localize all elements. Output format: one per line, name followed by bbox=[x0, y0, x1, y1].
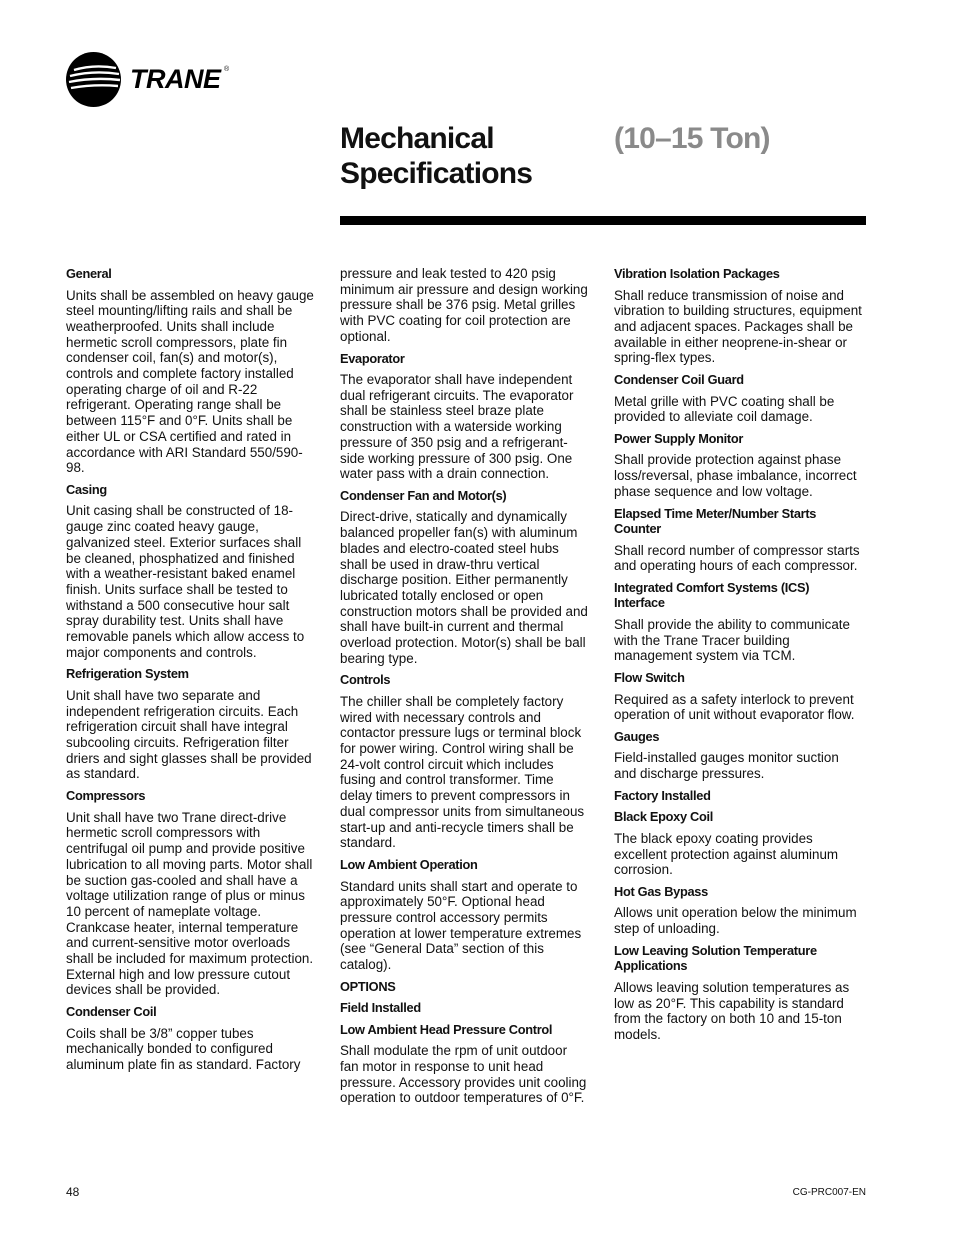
section-heading: Elapsed Time Meter/Number Starts Counter bbox=[614, 505, 817, 537]
section-body: Shall modulate the rpm of unit outdoor fan motor in response to unit head pressure. Accessory provides unit cooling operation to outdoor temperatures of 0°F. bbox=[340, 1043, 587, 1106]
column-2 bbox=[340, 266, 588, 1112]
section-body: Coils shall be 3/8” copper tubes mechanically bonded to configured aluminum plate fin as standard. Factory bbox=[66, 1025, 301, 1073]
section-body: The black epoxy coating provides excellent protection against aluminum corrosion. bbox=[614, 830, 839, 878]
section-body: Allows unit operation below the minimum step of unloading. bbox=[614, 905, 857, 937]
section-body: Unit shall have two separate and independent refrigeration circuits. Each refrigeration circuit shall have integral subcooling circuits. Refrigeration filter driers and sight glasses shall be provided as standard. bbox=[66, 687, 312, 782]
section-heading: Factory Installed bbox=[614, 787, 711, 803]
section-heading: Condenser Coil Guard bbox=[614, 372, 744, 388]
section-body: Required as a safety interlock to prevent operation of unit without evaporator flow. bbox=[614, 691, 855, 723]
brand-name: TRANE bbox=[130, 64, 221, 94]
section-heading: Vibration Isolation Packages bbox=[614, 266, 780, 281]
section-heading: Field Installed bbox=[340, 1000, 421, 1016]
section-heading: Low Ambient Operation bbox=[340, 857, 478, 872]
section-heading: Evaporator bbox=[340, 350, 405, 366]
section-heading: General bbox=[66, 266, 112, 281]
section-heading: Black Epoxy Coil bbox=[614, 809, 714, 825]
section-heading: Integrated Comfort Systems (ICS) Interface bbox=[614, 579, 810, 611]
section-heading: Compressors bbox=[66, 788, 146, 804]
section-body: The chiller shall be completely factory wired with necessary controls and contactor pressure lugs or terminal block for power wiring. Control wiring shall be 24-volt control circuit which includes fusing and control transformer. Time delay timers to prevent compressors in dual compressor units from simultaneous start-up and anti-recycle timers shall be standard. bbox=[340, 693, 585, 851]
section-body: pressure and leak tested to 420 psig minimum air pressure and design working pressure shall be 376 psig. Metal grilles with PVC coating for coil protection are optional. bbox=[340, 266, 588, 344]
section-body: Shall record number of compressor starts and operating hours of each compressor. bbox=[614, 542, 860, 574]
section-heading: Gauges bbox=[614, 728, 660, 744]
page-number: 48 bbox=[66, 1185, 80, 1199]
page-title bbox=[340, 121, 610, 191]
section-heading: Casing bbox=[66, 481, 107, 497]
section-heading: Refrigeration System bbox=[66, 666, 189, 682]
section-heading: Condenser Fan and Motor(s) bbox=[340, 487, 507, 503]
section-heading: Controls bbox=[340, 672, 391, 688]
section-body: Unit casing shall be constructed of 18-gauge zinc coated heavy gauge, galvanized steel. Exterior surfaces shall be cleaned, phosphatized and finished with a weather-resistant baked enamel finish. Units surface shall be tested to withstand a 500 consecutive hour salt spray durability test. Units shall have removable panels which allow access to major components and controls. bbox=[66, 503, 305, 660]
column-1 bbox=[66, 266, 314, 1079]
trane-logo bbox=[66, 52, 236, 108]
title-divider bbox=[340, 216, 866, 225]
section-body: Unit shall have two Trane direct-drive hermetic scroll compressors with centrifugal oil pump and provide positive lubrication to all moving parts. Motor shall be suction gas-cooled and shall have a voltage utilization range of plus or minus 10 percent of nameplate voltage. Crankcase heater, internal temperature and current-sensitive motor overloads shall be included for maximum protection. External high and low pressure cutout devices shall be provided. bbox=[66, 809, 314, 998]
section-body: Standard units shall start and operate to approximately 50°F. Optional head pressure control accessory permits operation at lower temperature extremes (see “General Data” section of this catalog). bbox=[340, 878, 582, 973]
section-heading: Hot Gas Bypass bbox=[614, 883, 708, 899]
trane-logo-icon bbox=[66, 52, 121, 107]
section-body: Shall provide protection against phase loss/reversal, phase imbalance, incorrect phase sequence and low voltage. bbox=[614, 452, 857, 499]
section-body: Metal grille with PVC coating shall be provided to alleviate coil damage. bbox=[614, 393, 835, 425]
page-subtitle: (10–15 Ton) bbox=[614, 122, 770, 155]
section-heading: Low Leaving Solution Temperature Applications bbox=[614, 942, 817, 974]
section-heading: OPTIONS bbox=[340, 978, 396, 994]
section-body: Direct-drive, statically and dynamically balanced propeller fan(s) with aluminum blades and electro-coated steel hubs shall be used in draw-thru vertical discharge position. Either permanently lubricated totally enclosed or open construction motors shall be provided and shall have built-in current and thermal overload protection. Motor(s) shall be ball bearing type. bbox=[340, 509, 588, 666]
section-body: Units shall be assembled on heavy gauge steel mounting/lifting rails and shall be weatherproofed. Units shall include hermetic scroll compressors, plate fin condenser coil, fan(s) and motor(s), controls and complete factory installed operating charge of oil and R-22 refrigerant. Operating range shall be between 115°F and 0°F. Units shall be either UL or CSA certified and rated in accordance with ARI Standard 550/590-98. bbox=[66, 287, 314, 476]
section-body: Shall provide the ability to communicate with the Trane Tracer building management system via TCM. bbox=[614, 616, 850, 664]
column-3 bbox=[614, 266, 862, 1049]
section-body: The evaporator shall have independent dual refrigerant circuits. The evaporator shall be stainless steel braze plate construction with a waterside working pressure of 350 psig and a refrigerant-side working pressure of 300 psig. One water pass with a drain connection. bbox=[340, 372, 574, 482]
section-heading: Low Ambient Head Pressure Control bbox=[340, 1021, 553, 1037]
section-body: Field-installed gauges monitor suction and discharge pressures. bbox=[614, 750, 839, 782]
section-body: Allows leaving solution temperatures as low as 20°F. This capability is standard from the factory on both 10 and 15-ton models. bbox=[614, 979, 850, 1042]
section-heading: Flow Switch bbox=[614, 670, 685, 686]
section-heading: Condenser Coil bbox=[66, 1004, 157, 1020]
title-line-1: Mechanical bbox=[340, 122, 494, 155]
section-body: Shall reduce transmission of noise and vibration to building structures, equipment and adjacent spaces. Packages shall be available in either neoprene-in-shear or spring-flex types. bbox=[614, 287, 862, 366]
section-heading: Power Supply Monitor bbox=[614, 430, 744, 446]
registered-mark: ® bbox=[224, 66, 230, 73]
document-code: CG-PRC007-EN bbox=[792, 1187, 866, 1198]
title-line-2: Specifications bbox=[340, 157, 533, 190]
